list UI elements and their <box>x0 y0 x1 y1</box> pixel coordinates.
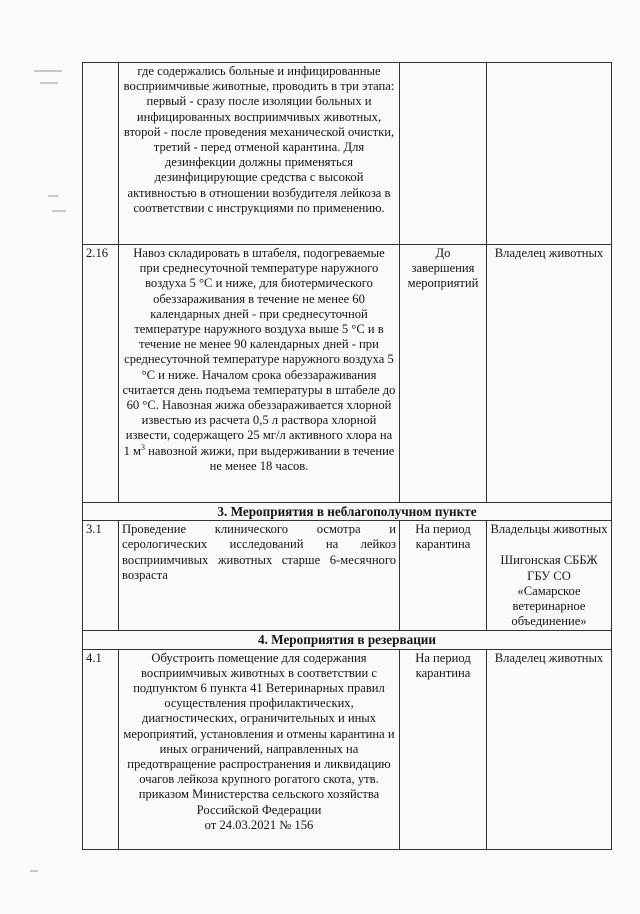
section-title: 3. Мероприятия в неблагополучном пункте <box>83 503 612 521</box>
table-row <box>83 649 612 849</box>
term-cell <box>400 63 487 245</box>
responsible-cell <box>487 521 612 631</box>
responsible-cell <box>487 63 612 245</box>
measure-text-part: Обустроить помещение для содержания восприимчивых животных в соответствии с подпунктом 6 пункта 41 Ветеринарных правил осуществления профилактических, диагностических, ограничительных и иных мероприятий, установления и отмены карантина и иных ограничений, направленных на предотвращение распространения и ликвидацию очагов лейкоза крупного рогатого скота, утв. приказом Министерства сельского хозяйства Российской Федерации <box>123 650 395 817</box>
row-number: 2.16 <box>83 245 119 503</box>
measure-text-part: навозной жижи, при выдерживании в течение не менее 18 часов. <box>145 443 395 473</box>
responsible-cell: Владелец животных <box>487 245 612 503</box>
row-number <box>83 63 119 245</box>
row-number: 3.1 <box>83 521 119 631</box>
responsible-cell: Владелец животных <box>487 649 612 849</box>
superscript: 3 <box>141 442 146 452</box>
section-title: 4. Мероприятия в резервации <box>83 631 612 649</box>
table-row <box>83 63 612 245</box>
scan-speck <box>34 70 62 72</box>
responsible-service: Шигонская СББЖ ГБУ СО «Самарское ветеринарное объединение» <box>500 553 598 629</box>
scan-speck <box>30 870 38 872</box>
term-cell: На период карантина <box>400 521 487 631</box>
measure-text-part: Навоз складировать в штабеля, подогреваемые при среднесуточной температуре наружного воздуха 5 °С и ниже, для биотермического обеззараживания в течение не менее 60 календарных дней - при среднесуточной температуре наружного воздуха выше 5 °С и в течение не менее 90 календарных дней - при среднесуточной температуре наружного воздуха 5 °С и ниже. Началом срока обеззараживания считается день подъема температуры в штабеле до 60 °С. Навозная жижа обеззараживается хлорной известью из расчета 0,5 л раствора хлорной извести, содержащего 25 мг/л активного хлора на 1 м <box>122 246 396 458</box>
row-number: 4.1 <box>83 649 119 849</box>
scan-speck <box>52 210 66 212</box>
order-date: от 24.03.2021 № 156 <box>204 817 314 832</box>
section-header <box>83 631 612 649</box>
measure-text <box>119 649 400 849</box>
table-row <box>83 521 612 631</box>
spacer <box>490 537 608 553</box>
section-header <box>83 503 612 521</box>
term-cell: На период карантина <box>400 649 487 849</box>
scan-speck <box>48 195 58 197</box>
measure-text: где содержались больные и инфицированные восприимчивые животные, проводить в три этапа: первый - сразу после изоляции больных и инфицированных восприимчивых животных, второй - после проведения механической очистки, третий - перед отменой карантина. Для дезинфекции должны применяться дезинфицирующие средства с высокой активностью в отношении возбудителя лейкоза в соответствии с инструкциями по применению. <box>119 63 400 245</box>
measures-table <box>82 62 612 850</box>
measure-text <box>119 245 400 503</box>
table-row <box>83 245 612 503</box>
responsible-owner: Владельцы животных <box>490 522 608 537</box>
scan-speck <box>40 82 58 84</box>
measure-text: Проведение клинического осмотра и серологических исследований на лейкоз восприимчивых животных старше 6-месячного возраста <box>119 521 400 631</box>
term-cell: До завершения мероприятий <box>400 245 487 503</box>
